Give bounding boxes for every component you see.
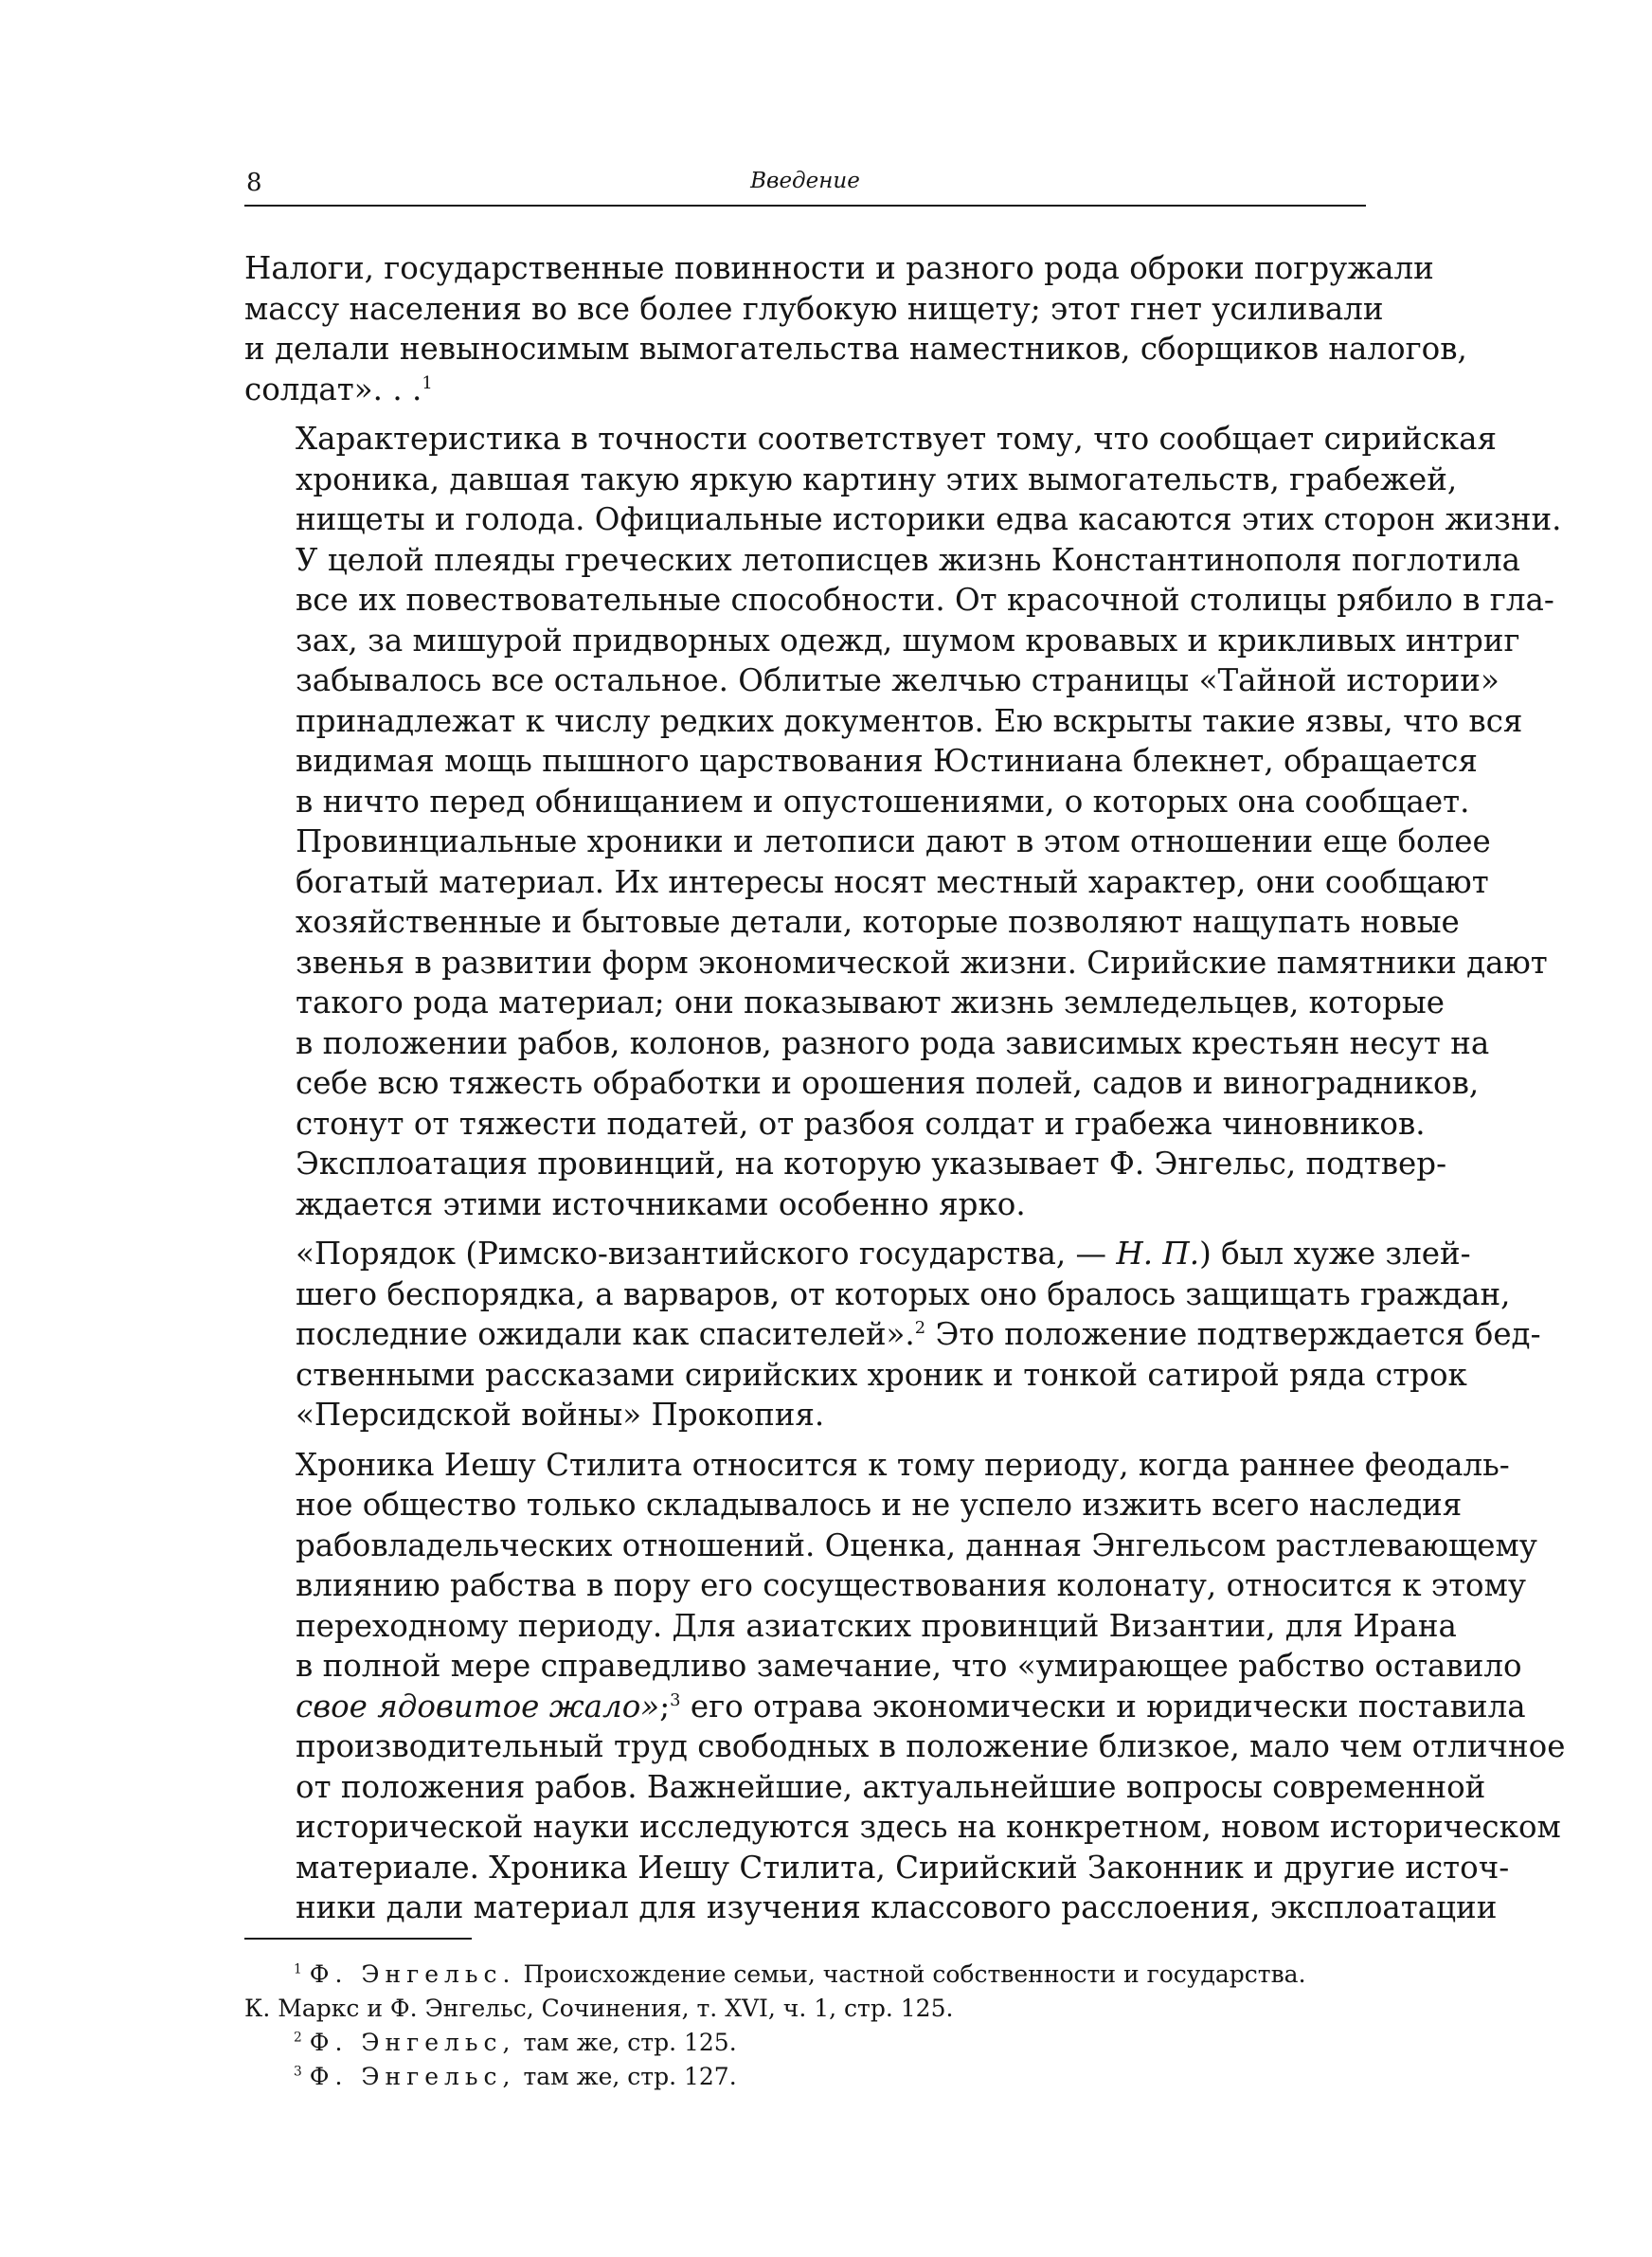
text-line: в полной мере справедливо замечание, что «умирающее рабство оставило: [296, 1648, 1522, 1684]
quote-italic: свое ядовитое жало»: [296, 1688, 660, 1724]
footnote-author: Ф. Энгельс,: [309, 2029, 516, 2056]
text-line: нищеты и голода. Официальные историки едва касаются этих сторон жизни.: [296, 501, 1562, 537]
text-line: переходному периоду. Для азиатских провинций Византии, для Ирана: [296, 1607, 1457, 1644]
page-header: [244, 165, 1366, 207]
text-fragment: Это положение подтверждается бед-: [925, 1316, 1541, 1352]
text-line: Налоги, государственные повинности и разного рода оброки погружали: [244, 250, 1434, 286]
text-line: шего беспорядка, а варваров, от которых оно бралось защищать граждан,: [296, 1275, 1511, 1312]
footnote-3: [244, 2060, 1366, 2094]
text-line: Характеристика в точности соответствует тому, что сообщает сирийская: [296, 421, 1497, 457]
text-line: Хроника Иешу Стилита относится к тому периоду, когда раннее феодаль-: [296, 1446, 1510, 1483]
text-line: рабовладельческих отношений. Оценка, данная Энгельсом растлевающему: [296, 1526, 1537, 1563]
footnote-number: 3: [294, 2064, 302, 2080]
text-line: [244, 370, 1366, 410]
author-initials: Н. П.: [1116, 1236, 1200, 1272]
text-line: материале. Хроника Иешу Стилита, Сирийский Законник и другие источ-: [296, 1849, 1510, 1886]
text-line: и делали невыносимым вымогательства наместников, сборщиков налогов,: [244, 331, 1467, 367]
footnotes: [244, 1958, 1366, 2094]
footnote-1-continuation: К. Маркс и Ф. Энгельс, Сочинения, т. XVI, ч. 1, стр. 125.: [244, 1995, 954, 2022]
text-line: ственными рассказами сирийских хроник и тонкой сатирой ряда строк: [296, 1356, 1467, 1393]
text-line: [244, 1234, 1471, 1274]
text-line: такого рода материал; они показывают жизнь земледельцев, которые: [296, 984, 1445, 1020]
text-line: стонут от тяжести податей, от разбоя солдат и грабежа чиновников.: [296, 1105, 1426, 1142]
text-fragment: его отрава экономически и юридически поставила: [680, 1688, 1526, 1724]
text-line: видимая мощь пышного царствования Юстиниана блекнет, обращается: [296, 743, 1478, 779]
text-line: от положения рабов. Важнейшие, актуальнейшие вопросы современной: [296, 1768, 1486, 1805]
footnote-text: Происхождение семьи, частной собственности и государства.: [523, 1960, 1306, 1988]
footnote-text: там же, стр. 127.: [523, 2063, 737, 2090]
text-fragment: «Порядок (Римско-византийского государства, —: [296, 1236, 1117, 1272]
text-line: принадлежат к числу редких документов. Ею вскрыты такие язвы, что вся: [296, 702, 1523, 739]
text-line: зах, за мишурой придворных одежд, шумом кровавых и крикливых интриг: [296, 622, 1520, 659]
paragraph-4: [244, 1445, 1566, 1928]
text-line: все их повествовательные способности. От красочной столицы рябило в гла-: [296, 582, 1554, 618]
text-line: хроника, давшая такую яркую картину этих вымогательств, грабежей,: [296, 460, 1458, 497]
footnote-1: [244, 1958, 1366, 1992]
text-line: «Персидской войны» Прокопия.: [296, 1397, 825, 1433]
text-line: богатый материал. Их интересы носят местный характер, они сообщают: [296, 863, 1489, 900]
text-fragment: солдат». . .: [244, 370, 422, 407]
body-text: [244, 248, 1566, 1938]
text-line: звенья в развитии форм экономической жизни. Сирийские памятники дают: [296, 944, 1548, 981]
text-line: в положении рабов, колонов, разного рода зависимых крестьян несут на: [296, 1024, 1490, 1061]
text-line: ное общество только складывалось и не успело изжить всего наследия: [296, 1487, 1463, 1523]
paragraph-3: [244, 1234, 1541, 1435]
text-fragment: последние ожидали как спасителей».: [296, 1316, 915, 1352]
page-number: 8: [246, 169, 262, 197]
text-line: свое ядовитое жало»;$^3$ его отрава экономически и юридически поставила: [296, 1688, 1526, 1724]
footnote-ref[interactable]: 2: [914, 1318, 926, 1339]
footnote-divider: [244, 1938, 472, 1940]
text-line: забывалось все остальное. Облитые желчью страницы «Тайной истории»: [296, 662, 1499, 698]
footnote-ref[interactable]: 1: [422, 372, 433, 393]
text-line: [244, 1314, 1541, 1355]
footnote-author: Ф. Энгельс,: [309, 2063, 516, 2090]
footnote-number: 1: [294, 1961, 302, 1977]
text-line: производительный труд свободных в положение близкое, мало чем отличное: [296, 1728, 1566, 1764]
text-line: влиянию рабства в пору его сосуществования колонату, относится к этому: [296, 1567, 1527, 1603]
text-line: в ничто перед обнищанием и опустошениями, о которых она сообщает.: [296, 783, 1470, 820]
footnote-ref[interactable]: 3: [670, 1689, 681, 1710]
running-title: Введение: [750, 169, 860, 193]
text-line: исторической науки исследуются здесь на конкретном, новом историческом: [296, 1809, 1561, 1845]
paragraph-2: [244, 419, 1562, 1224]
text-line: У целой плеяды греческих летописцев жизнь Константинополя поглотила: [296, 541, 1521, 578]
footnote-number: 2: [294, 2030, 302, 2046]
text-line: Эксплоатация провинций, на которую указывает Ф. Энгельс, подтвер-: [296, 1146, 1447, 1182]
text-line: Провинциальные хроники и летописи дают в этом отношении еще более: [296, 823, 1491, 859]
text-line: себе всю тяжесть обработки и орошения полей, садов и виноградников,: [296, 1065, 1480, 1101]
text-line: ждается этими источниками особенно ярко.: [296, 1185, 1026, 1222]
text-line: хозяйственные и бытовые детали, которые позволяют нащупать новые: [296, 904, 1460, 940]
footnote-text: там же, стр. 125.: [523, 2029, 737, 2056]
text-fragment: ) был хуже злей-: [1199, 1236, 1471, 1272]
paragraph-1: [244, 248, 1467, 409]
text-line: ники дали материал для изучения классового расслоения, эксплоатации: [296, 1889, 1498, 1925]
text-line: массу населения во все более глубокую нищету; этот гнет усиливали: [244, 290, 1384, 327]
footnote-2: [244, 2026, 1366, 2060]
footnote-author: Ф. Энгельс.: [309, 1960, 516, 1988]
